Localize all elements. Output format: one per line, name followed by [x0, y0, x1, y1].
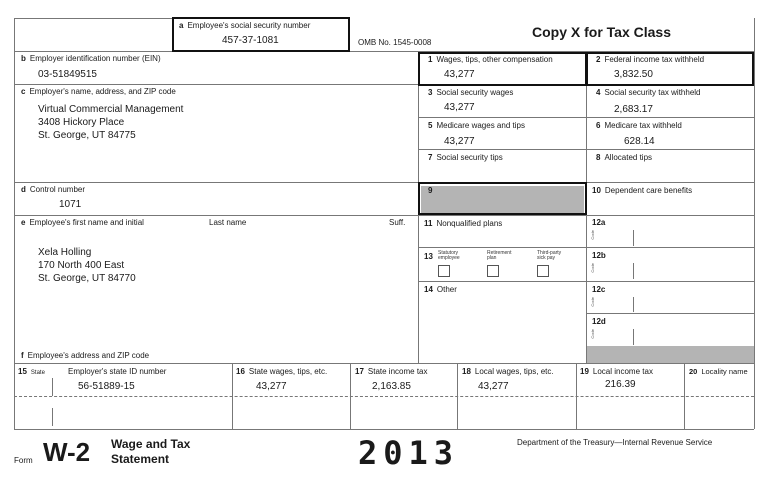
box5-label: 5 Medicare wages and tips	[428, 121, 525, 130]
statutory-employee-checkbox[interactable]	[438, 265, 450, 277]
box18-value: 43,277	[478, 381, 509, 392]
box16-value: 43,277	[256, 381, 287, 392]
box5-value: 43,277	[444, 136, 475, 147]
box17-value: 2,163.85	[372, 381, 411, 392]
last-name-label: Last name	[209, 218, 247, 227]
box1-value: 43,277	[444, 69, 475, 80]
box12b-label: 12b	[592, 251, 606, 260]
form-code: W-2	[43, 437, 91, 467]
box14-label: 14 Other	[424, 285, 457, 294]
omb-number: OMB No. 1545-0008	[358, 38, 432, 47]
box12d-code-label: Code	[590, 329, 595, 339]
copy-title: Copy X for Tax Class	[532, 24, 672, 40]
box12a-label: 12a	[592, 218, 606, 227]
box6-label: 6 Medicare tax withheld	[596, 121, 682, 130]
form-title-line2: Statement	[111, 452, 170, 466]
statutory-employee-label: Statutory employee	[438, 250, 460, 261]
suffix-label: Suff.	[389, 218, 406, 227]
box17-label: 17 State income tax	[355, 367, 428, 376]
employee-address-line1: 170 North 400 East	[38, 260, 125, 271]
employer-name: Virtual Commercial Management	[38, 104, 184, 115]
box4-value: 2,683.17	[614, 104, 653, 115]
box19-value: 216.39	[605, 379, 636, 390]
box12-bottom-shade	[587, 346, 754, 363]
ssn-value: 457-37-1081	[222, 35, 279, 46]
box12c-code-label: Code	[590, 297, 595, 307]
box13-number: 13	[424, 252, 433, 261]
box12b-code-label: Code	[590, 263, 595, 273]
third-party-sick-pay-checkbox[interactable]	[537, 265, 549, 277]
employee-name: Xela Holling	[38, 247, 92, 258]
employer-address-line1: 3408 Hickory Place	[38, 117, 125, 128]
ein-label: b Employer identification number (EIN)	[21, 54, 161, 63]
box12a-code-label: Code	[590, 230, 595, 240]
ssn-label: a Employee's social security number	[179, 21, 311, 30]
tax-year: 2013	[358, 434, 460, 472]
box16-label: 16 State wages, tips, etc.	[236, 367, 328, 376]
employer-address-label: c Employer's name, address, and ZIP code	[21, 87, 176, 96]
box4-label: 4 Social security tax withheld	[596, 88, 701, 97]
box12c-label: 12c	[592, 285, 606, 294]
employee-address-label: f Employee's address and ZIP code	[21, 351, 150, 360]
box2-label: 2 Federal income tax withheld	[596, 55, 705, 64]
control-number-value: 1071	[59, 199, 82, 210]
state-id-value: 56-51889-15	[78, 381, 135, 392]
retirement-plan-checkbox[interactable]	[487, 265, 499, 277]
box20-label: 20 Locality name	[689, 367, 748, 376]
box8-label: 8 Allocated tips	[596, 153, 653, 162]
box3-value: 43,277	[444, 102, 475, 113]
box7-label: 7 Social security tips	[428, 153, 503, 162]
box18-label: 18 Local wages, tips, etc.	[462, 367, 554, 376]
employee-address-line2: St. George, UT 84770	[38, 273, 136, 284]
control-number-label: d Control number	[21, 185, 86, 194]
ein-value: 03-51849515	[38, 69, 97, 80]
box2-value: 3,832.50	[614, 69, 653, 80]
box3-label: 3 Social security wages	[428, 88, 514, 97]
state-id-label: Employer's state ID number	[68, 367, 167, 376]
employee-name-label: e Employee's first name and initial	[21, 218, 144, 227]
third-party-sick-pay-label: Third-party sick pay	[537, 250, 562, 261]
employer-address-line2: St. George, UT 84775	[38, 130, 136, 141]
box1-label: 1 Wages, tips, other compensation	[428, 55, 553, 64]
box9-shade	[421, 186, 584, 213]
box15-label: 15 State	[18, 367, 45, 376]
form-label: Form	[14, 456, 33, 465]
department-label: Department of the Treasury—Internal Revenue Service	[517, 438, 713, 447]
box11-label: 11 Nonqualified plans	[424, 219, 503, 228]
box9-label: 9	[428, 186, 433, 195]
retirement-plan-label: Retirement plan	[487, 250, 512, 261]
box19-label: 19 Local income tax	[580, 367, 653, 376]
box10-label: 10 Dependent care benefits	[592, 186, 693, 195]
box12d-label: 12d	[592, 317, 606, 326]
box6-value: 628.14	[624, 136, 655, 147]
form-title-line1: Wage and Tax	[111, 437, 191, 451]
